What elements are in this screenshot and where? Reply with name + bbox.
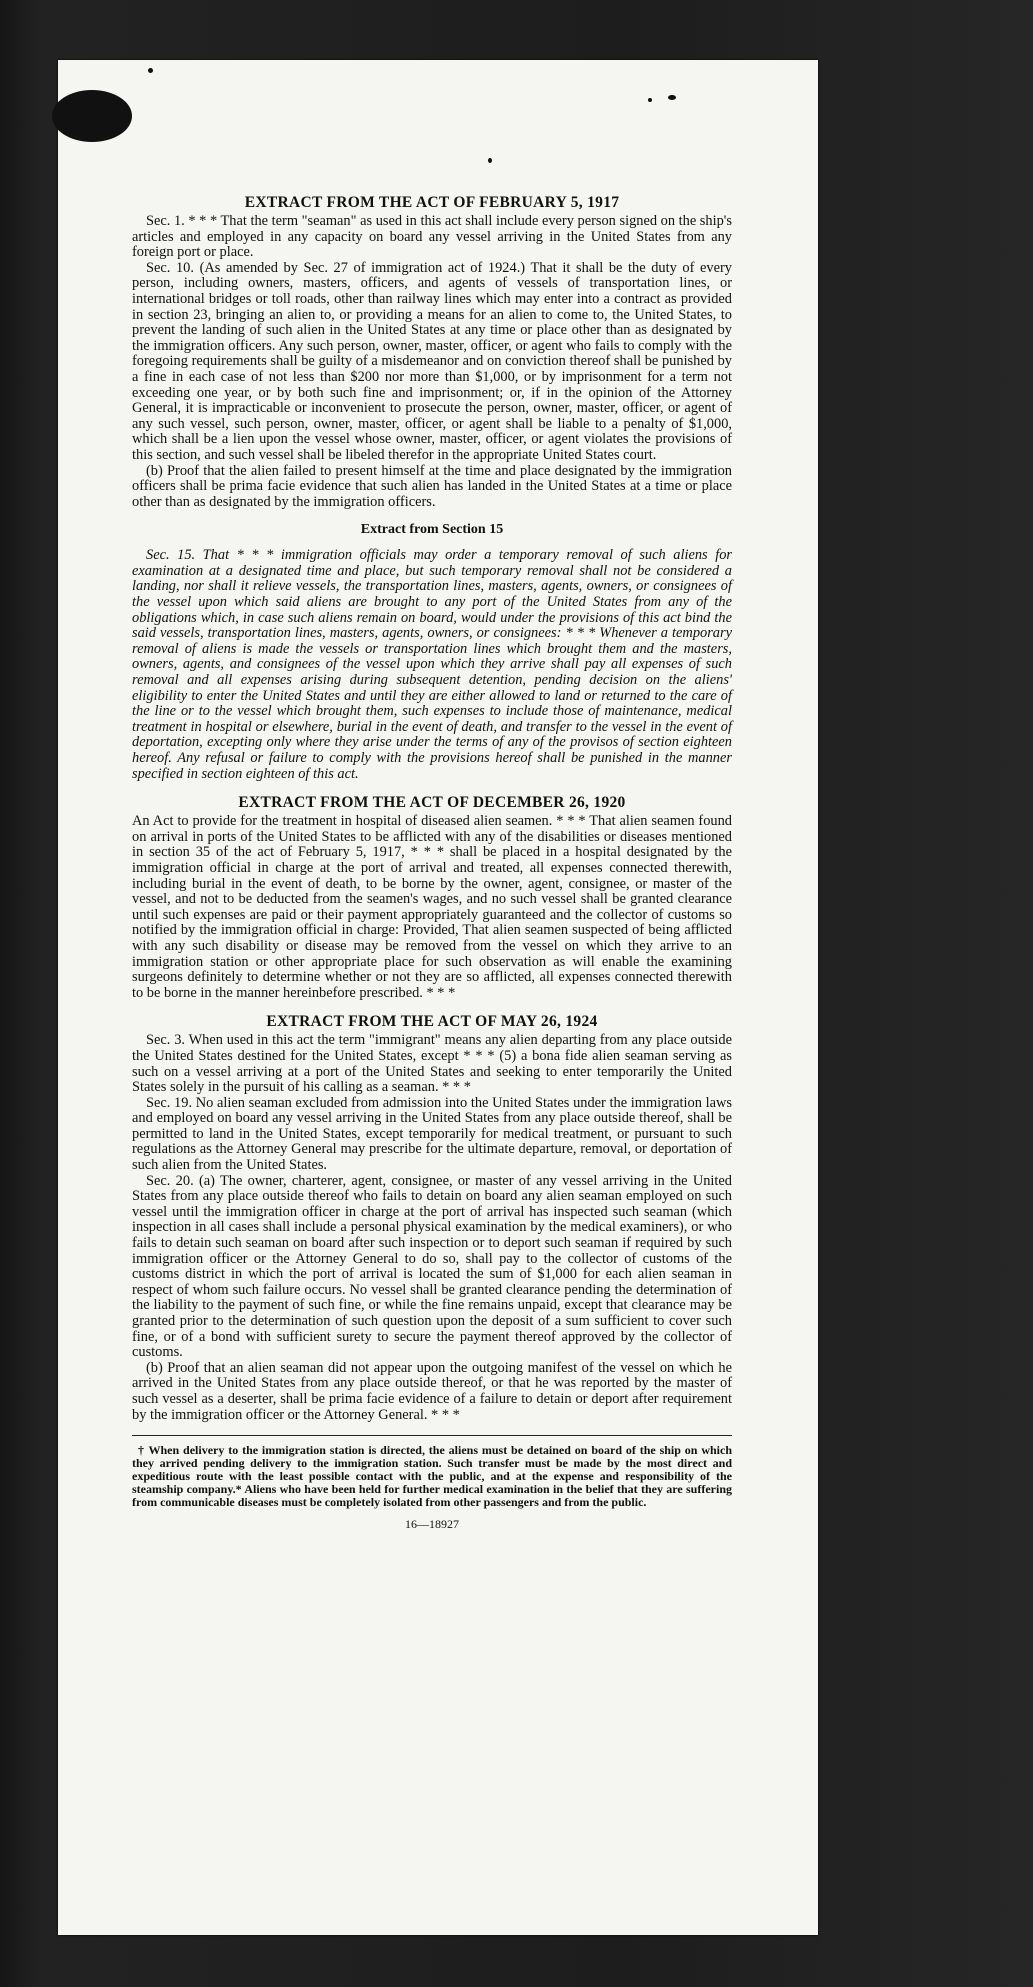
paragraph: (b) Proof that the alien failed to present himself at the time and place designated by the immigration officers shall be prima facie evidence that such alien has landed in the United States at a time or place other than as designated by the immigration officers.: [132, 462, 732, 510]
paragraph: Sec. 1. * * * That the term "seaman" as used in this act shall include every person signed on the ship's articles and employed in any capacity on board any vessel arriving in the United States from any foreign port or place.: [132, 213, 732, 261]
paragraph: Sec. 3. When used in this act the term "immigrant" means any alien departing from any place outside the United States destined for the United States, except * * * (5) a bona fide alien seaman serving as such on a vessel arriving at a port of the United States and seeking to enter temporarily the United States solely in the pursuit of his calling as a seaman. * * *: [132, 1032, 732, 1096]
dust-speck: [148, 68, 153, 73]
section-heading: EXTRACT FROM THE ACT OF FEBRUARY 5, 1917: [244, 194, 620, 211]
section-act-1917: [132, 192, 732, 510]
page-code: 16—18927: [405, 1517, 459, 1532]
document-text: [132, 192, 732, 1532]
paragraph: Sec. 15. That * * * immigration officials may order a temporary removal of such aliens for examination at a designated time and place, but such temporary removal shall not be considered a landing, nor shall it relieve vessels, the transportation lines, masters, agents, owners, or consignees of the vessel upon which said aliens are brought to any port of the United States from any of the obligations which, in case such aliens remain on board, would under the provisions of this act bind the said vessels, transportation lines, masters, agents, owners, or consignees: * * * Whenever a temporary removal of aliens is made the vessels or transportation lines which brought them and the masters, owners, agents, and consignees of the vessel upon which they arrive shall pay all expenses of such removal and all expenses arising during subsequent detention, pending decision on the aliens' eligibility to enter the United States and until they are either allowed to land or returned to the care of the line or to the vessel which brought them, such expenses to include those of maintenance, medical treatment in hospital or elsewhere, burial in the event of death, and transfer to the vessel in the event of deportation, excepting only where they arise under the terms of any of the provisos of section eighteen hereof. Any refusal or failure to comply with the provisions hereof shall be punished in the manner specified in section eighteen of this act.: [132, 547, 732, 782]
section-act-1924: [132, 1011, 732, 1423]
dust-speck: [488, 158, 492, 163]
dust-speck: [668, 95, 676, 100]
paragraph: Sec. 10. (As amended by Sec. 27 of immigration act of 1924.) That it shall be the duty of every person, including owners, masters, officers, and agents of vessels of transportation lines, or international bridges or toll roads, other than railway lines which may enter into a contract as provided in section 23, bringing an alien to, or providing a means for an alien to come to, the United States, to prevent the landing of such alien in the United States at any time or place other than as designated by the immigration officers. Any such person, owner, master, officer, or agent who fails to comply with the foregoing requirements shall be guilty of a misdemeanor and on conviction thereof shall be punished by a fine in each case of not less than $200 nor more than $1,000, or by imprisonment for a term not exceeding one year, or by both such fine and imprisonment; or, if in the opinion of the Attorney General, it is impracticable or inconvenient to prosecute the person, owner, master, officer, or agent of any such vessel, such person, owner, master, officer, or agent shall be liable to a penalty of $1,000, which shall be a lien upon the vessel whose owner, master, officer, or agent violates the provisions of this section, and such vessel shall be libeled therefor in the appropriate United States court.: [132, 259, 732, 463]
footnote-divider: [132, 1435, 732, 1436]
section-heading: EXTRACT FROM THE ACT OF DECEMBER 26, 1920: [238, 794, 626, 812]
section-subheading: Extract from Section 15: [360, 522, 504, 538]
paragraph: Sec. 20. (a) The owner, charterer, agent, consignee, or master of any vessel arriving in the United States from any place outside thereof who fails to detain on board any alien seaman employed on such vessel until the immigration officer in charge at the port of arrival has inspected such seaman (which inspection in all cases shall include a personal physical examination by the medical examiners), or who fails to detain such seaman on board after such inspection or to deport such seaman if required by such immigration officer or the Attorney General to do so, shall pay to the collector of customs of the customs district in which the port of arrival is located the sum of $1,000 for each alien seaman in respect of whom such failure occurs. No vessel shall be granted clearance pending the determination of the liability to the payment of such fine, or while the fine remains unpaid, except that clearance may be granted prior to the determination of such question upon the deposit of a sum sufficient to cover such fine, or of a bond with sufficient surety to secure the payment thereof approved by the collector of customs.: [132, 1172, 732, 1361]
dust-speck: [648, 98, 652, 102]
punch-hole: [52, 90, 132, 142]
paragraph: (b) Proof that an alien seaman did not appear upon the outgoing manifest of the vessel on which he arrived in the United States from any place outside thereof, or that he was reported by the master of such vessel as a deserter, shall be prima facie evidence of a failure to detain or deport after requirement by the immigration officer or the Attorney General. * * *: [132, 1359, 732, 1423]
section-act-1920: [132, 792, 732, 1001]
paragraph: An Act to provide for the treatment in hospital of diseased alien seamen. * * * That alien seamen found on arrival in ports of the United States to be afflicted with any of the disabilities or diseases mentioned in section 35 of the act of February 5, 1917, * * * shall be placed in a hospital designated by the immigration official in charge at the port of arrival and treated, all expenses connected therewith, including burial in the event of death, to be borne by the owner, agent, consignee, or master of the vessel, and not to be deducted from the seamen's wages, and no such vessel shall be granted clearance until such expenses are paid or their payment appropriately guaranteed and the collector of customs so notified by the immigration official in charge: Provided, That alien seamen suspected of being afflicted with any such disability or disease may be removed from the vessel on which they arrive to an immigration station or other appropriate place for such observation as will enable the examining surgeons definitely to determine whether or not they are so afflicted, all expenses connected therewith to be borne in the manner hereinbefore prescribed. * * *: [132, 813, 732, 1001]
section-extract-15: [132, 520, 732, 782]
paragraph: Sec. 19. No alien seaman excluded from admission into the United States under the immigration laws and employed on board any vessel arriving in the United States from any place outside thereof, shall be permitted to land in the United States, except temporarily for medical treatment, or pursuant to such regulations as the Attorney General may prescribe for the ultimate departure, removal, or deportation of such alien from the United States.: [132, 1094, 732, 1174]
footnote: † When delivery to the immigration station is directed, the aliens must be detained on board of the ship on which they arrived pending delivery to the immigration station. Such transfer must be made by the most direct and expeditious route with the least possible contact with the public, and at the expense and responsibility of the steamship company.* Aliens who have been held for further medical examination in the belief that they are suffering from communicable diseases must be completely isolated from other passengers and from the public.: [132, 1443, 732, 1510]
section-heading: EXTRACT FROM THE ACT OF MAY 26, 1924: [266, 1013, 598, 1031]
